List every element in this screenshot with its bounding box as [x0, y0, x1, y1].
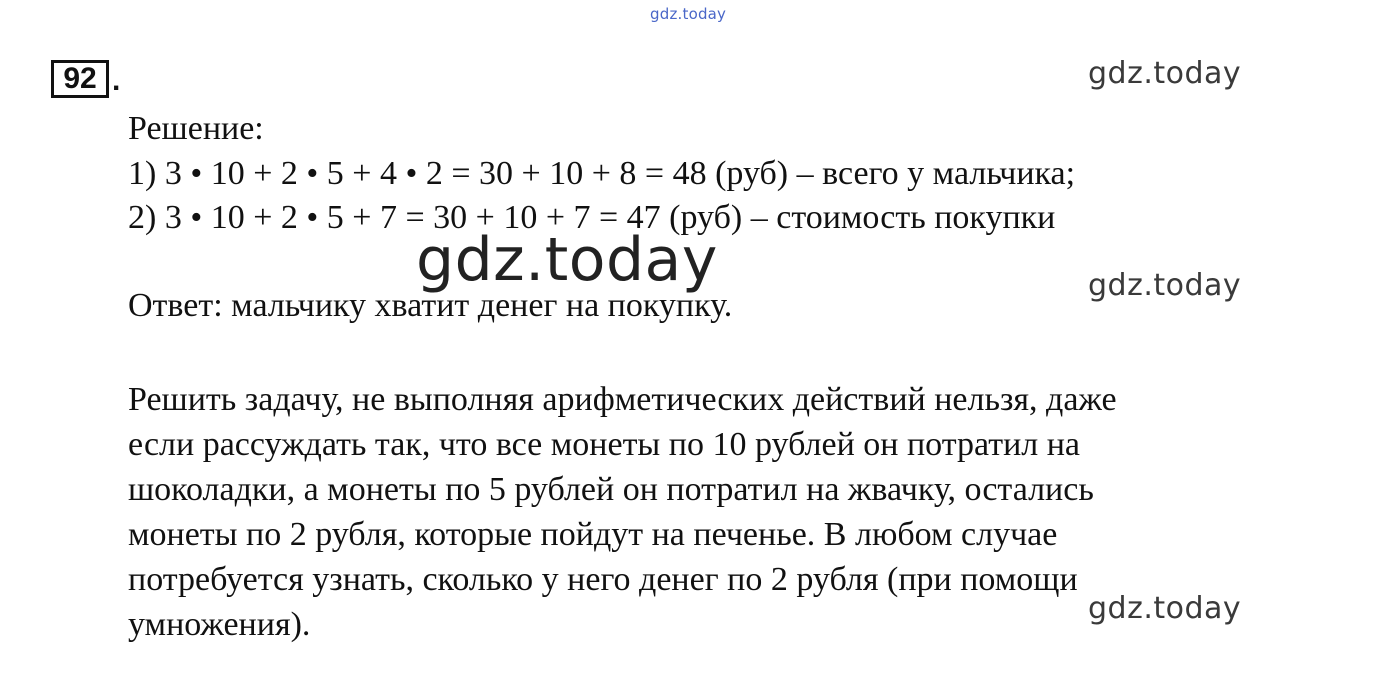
explanation-line: если рассуждать так, что все монеты по 10 рублей он потратил на	[128, 426, 1081, 463]
watermark-right-3: gdz.today	[1088, 591, 1242, 626]
explanation-line: монеты по 2 рубля, которые пойдут на печенье. В любом случае	[128, 516, 1058, 553]
solution-step-2: 2) 3 • 10 + 2 • 5 + 7 = 30 + 10 + 7 = 47 (руб) – стоимость покупки	[128, 199, 1056, 236]
task-number-box: 92	[51, 60, 109, 98]
solution-step-1: 1) 3 • 10 + 2 • 5 + 4 • 2 = 30 + 10 + 8 = 48 (руб) – всего у мальчика;	[128, 155, 1076, 192]
watermark-top: gdz.today	[650, 5, 727, 23]
explanation-paragraph	[128, 377, 1117, 647]
explanation-line: умножения).	[128, 606, 311, 643]
task-number-suffix: .	[112, 64, 121, 97]
explanation-line: потребуется узнать, сколько у него денег по 2 рубля (при помощи	[128, 561, 1078, 598]
explanation-line: шоколадки, а монеты по 5 рублей он потратил на жвачку, остались	[128, 471, 1094, 508]
watermark-right-1: gdz.today	[1088, 56, 1242, 91]
watermark-big: gdz.today	[416, 225, 718, 295]
answer-line: Ответ: мальчику хватит денег на покупку.	[128, 287, 733, 324]
explanation-line: Решить задачу, не выполняя арифметических действий нельзя, даже	[128, 381, 1117, 418]
solution-heading: Решение:	[128, 110, 264, 147]
watermark-right-2: gdz.today	[1088, 268, 1242, 303]
